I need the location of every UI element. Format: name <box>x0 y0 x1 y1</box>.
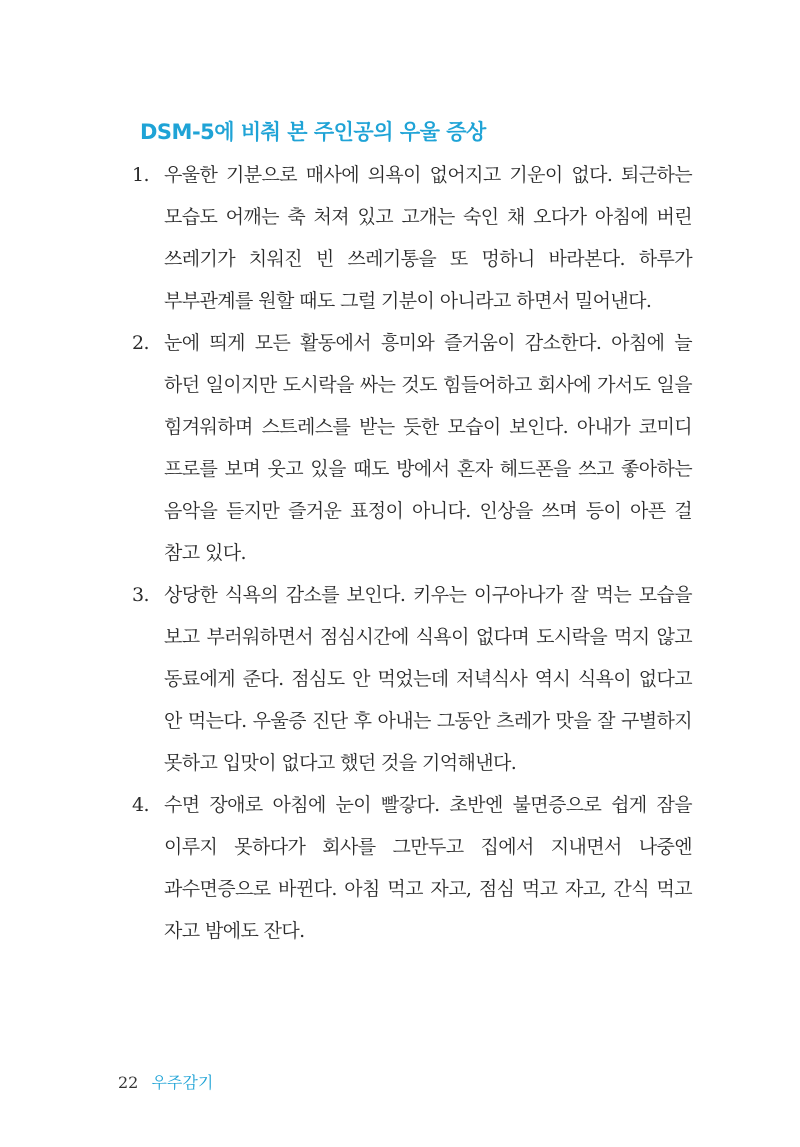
list-item <box>132 154 692 322</box>
list-item-number: 4. <box>132 794 149 816</box>
list-item-number: 3. <box>132 584 149 606</box>
section-heading: DSM-5에 비춰 본 주인공의 우울 증상 <box>140 120 486 144</box>
page-number: 22 <box>118 1073 139 1092</box>
list-item-text: 우울한 기분으로 매사에 의욕이 없어지고 기운이 없다. 퇴근하는 모습도 어깨는 축 처져 있고 고개는 숙인 채 오다가 아침에 버린 쓰레기가 치워진 빈 쓰레기통을 또 멍하니 바라본다. 하루가 부부관계를 원할 때도 그럴 기분이 아니라고 하면서 밀어낸다. <box>164 164 692 312</box>
list-item <box>132 322 692 574</box>
list-item-number: 1. <box>132 164 149 186</box>
list-item-text: 상당한 식욕의 감소를 보인다. 키우는 이구아나가 잘 먹는 모습을 보고 부러워하면서 점심시간에 식욕이 없다며 도시락을 먹지 않고 동료에게 준다. 점심도 안 먹었는데 저녁식사 역시 식욕이 없다고 안 먹는다. 우울증 진단 후 아내는 그동안 츠레가 맛을 잘 구별하지 못하고 입맛이 없다고 했던 것을 기억해낸다. <box>164 584 692 774</box>
list-item <box>132 574 692 784</box>
list-item-text: 수면 장애로 아침에 눈이 빨갛다. 초반엔 불면증으로 쉽게 잠을 이루지 못하다가 회사를 그만두고 집에서 지내면서 나중엔 과수면증으로 바뀐다. 아침 먹고 자고, 점심 먹고 자고, 간식 먹고 자고 밤에도 잔다. <box>164 794 692 942</box>
list-item-text: 눈에 띄게 모든 활동에서 흥미와 즐거움이 감소한다. 아침에 늘 하던 일이지만 도시락을 싸는 것도 힘들어하고 회사에 가서도 일을 힘겨워하며 스트레스를 받는 듯한 모습이 보인다. 아내가 코미디 프로를 보며 웃고 있을 때도 방에서 혼자 헤드폰을 쓰고 좋아하는 음악을 듣지만 즐거운 표정이 아니다. 인상을 쓰며 등이 아픈 걸 참고 있다. <box>164 332 692 564</box>
book-title: 우주감기 <box>151 1073 214 1092</box>
symptom-list <box>132 154 692 952</box>
list-item <box>132 784 692 952</box>
list-item-number: 2. <box>132 332 149 354</box>
page-footer <box>118 1070 213 1093</box>
